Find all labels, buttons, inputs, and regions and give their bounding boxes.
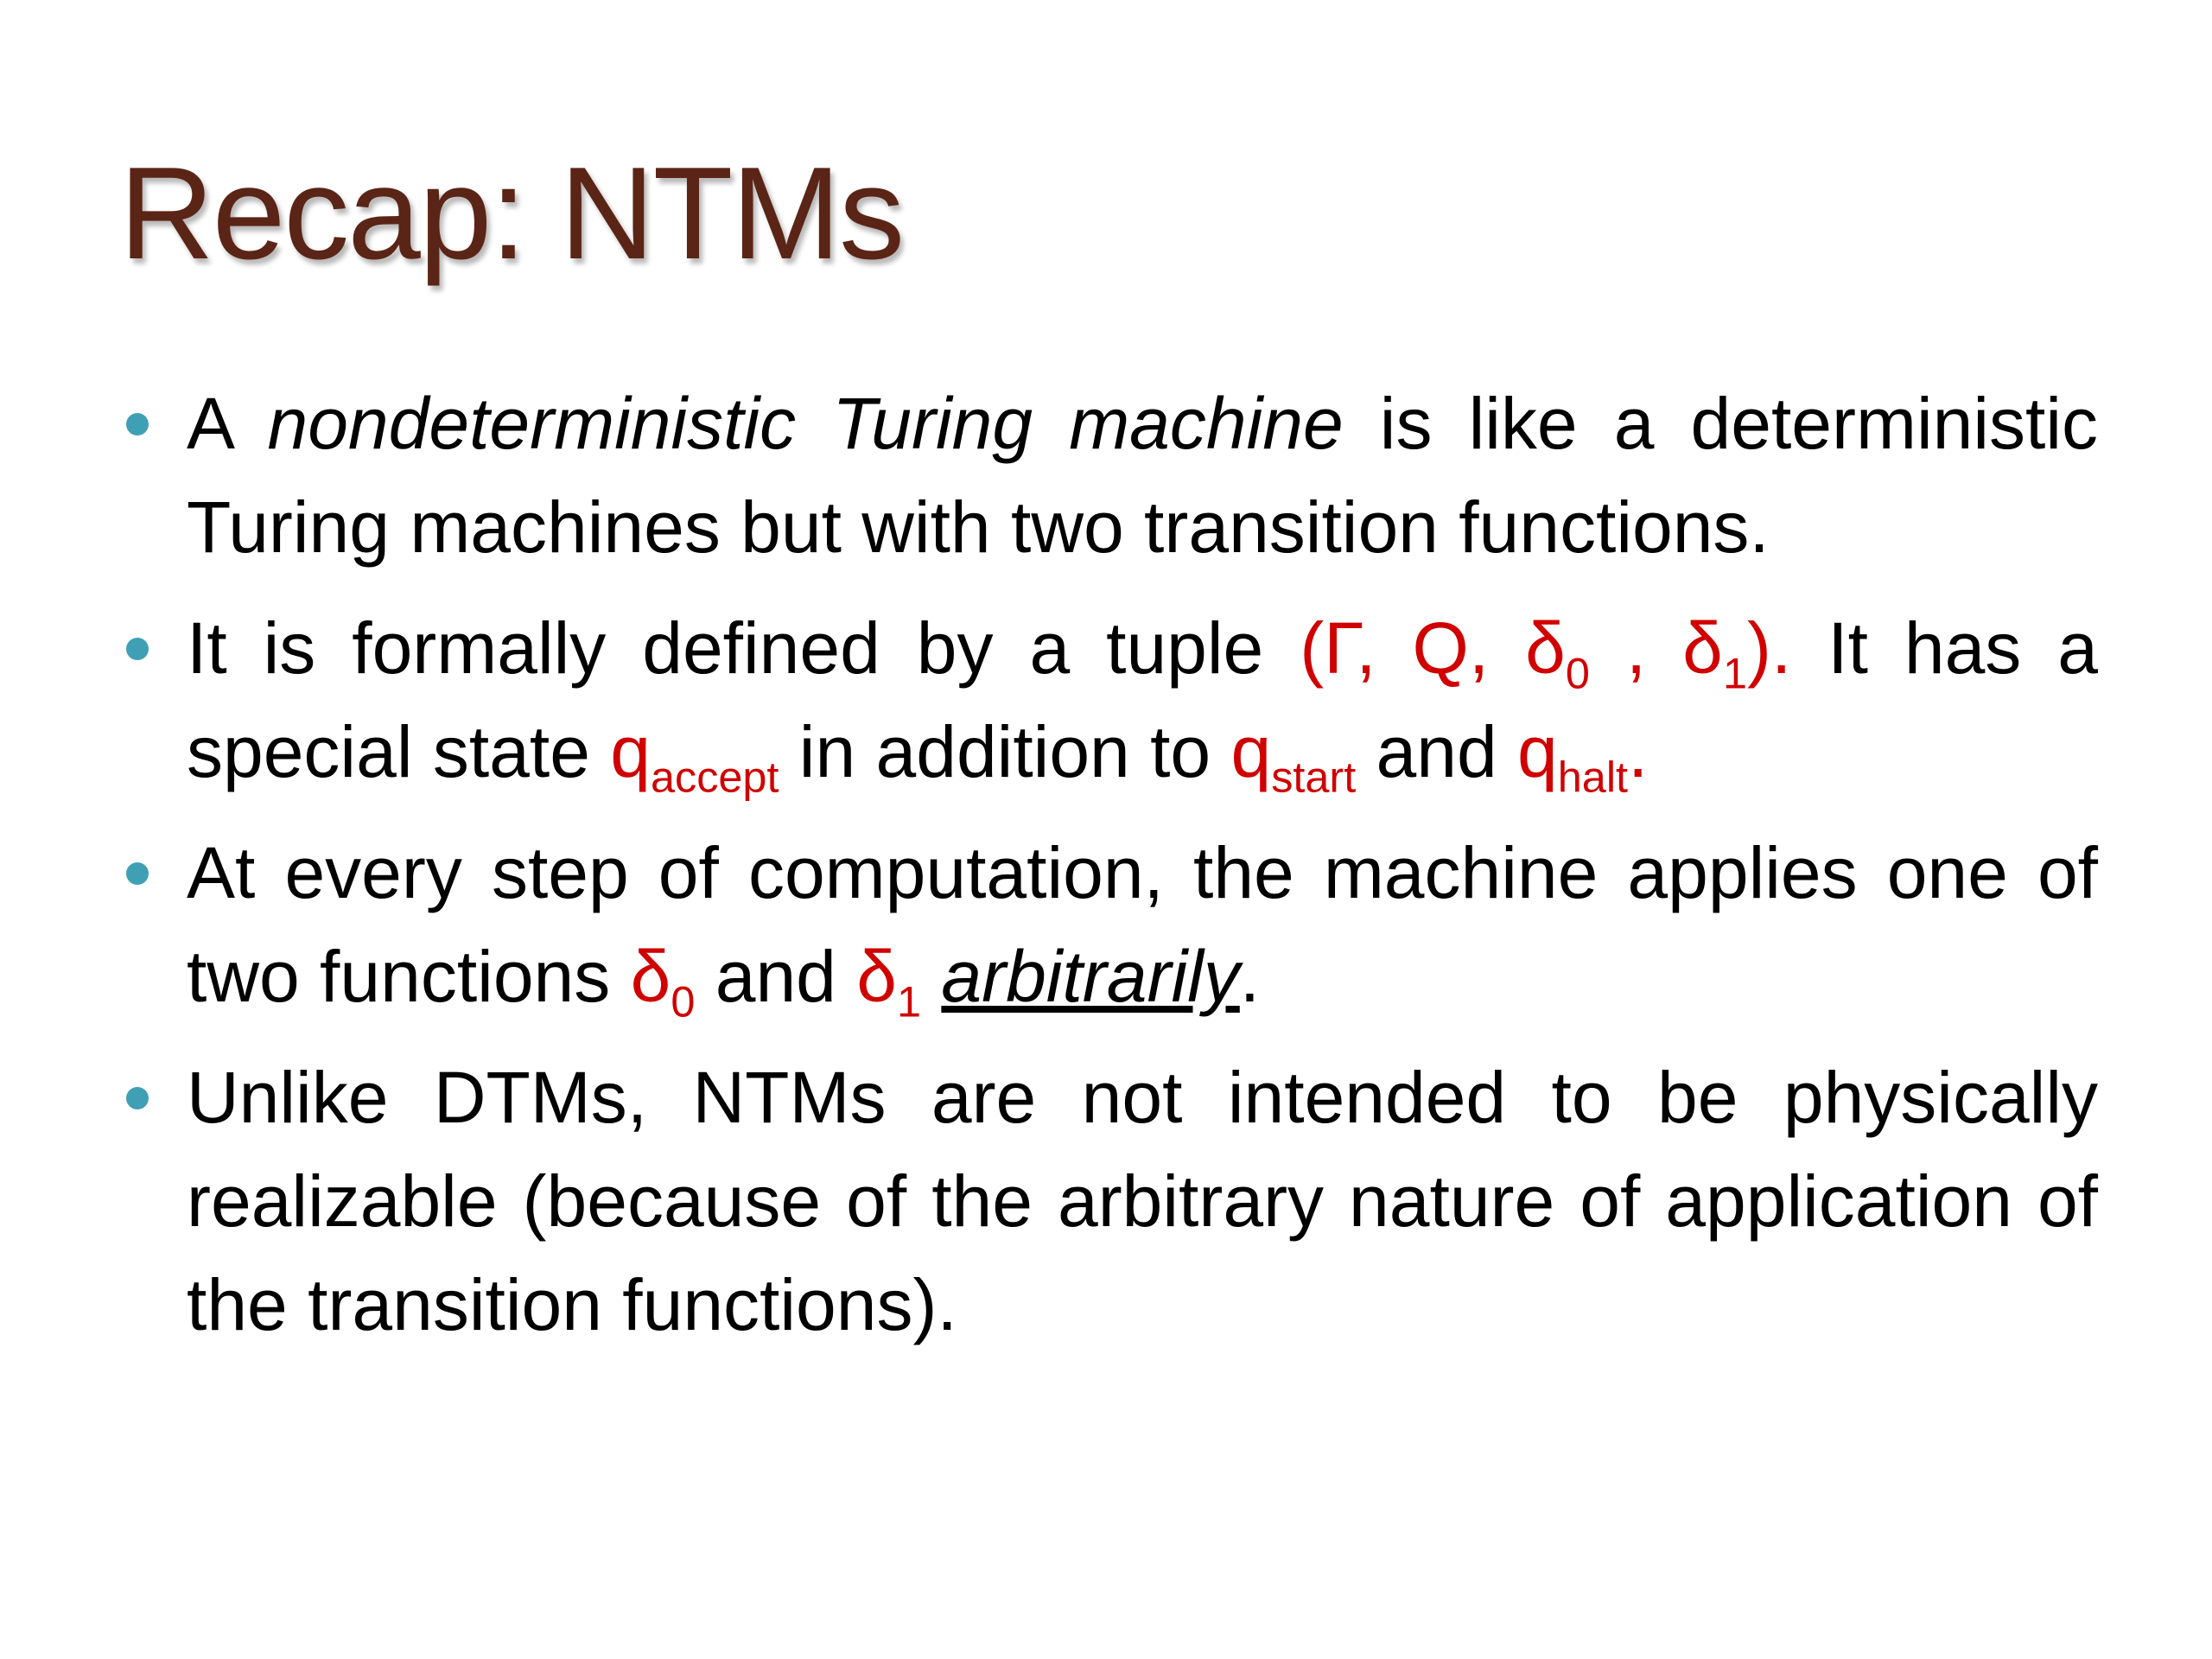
q-halt: $q_{halt}$. <box>1517 711 1649 802</box>
bullet-dot-icon <box>126 638 149 660</box>
bullet-item-ntm-definition <box>119 372 2098 579</box>
bullet-item-formal-definition <box>119 596 2098 804</box>
delta-0: $\delta_0$ <box>630 936 696 1027</box>
bullet-item-computation-step: At every step of computation, the machine applies one of two functions $\delta_0$ and $\delta_1$ arbitrarily. <box>119 821 2098 1028</box>
bullet-text: in addition to <box>779 711 1231 792</box>
bullet-dot-icon <box>126 1087 149 1109</box>
bullet-text: and <box>695 936 857 1017</box>
bullet-text: It has a special state <box>187 607 2098 792</box>
tuple-notation: (Γ, Q, $\delta_0$ , $\delta_1$). <box>1300 607 1792 698</box>
slide-title: Recap: NTMs <box>119 140 904 287</box>
bullet-text: It is formally defined by a tuple <box>187 607 1300 689</box>
delta-1: $\delta_1$ <box>856 936 922 1027</box>
bullet-text: At every step of computation, the machine applies one of two functions <box>187 832 2098 1017</box>
bullet-list <box>119 372 2098 1374</box>
bullet-text: A <box>187 383 268 464</box>
bullet-text: is like a deterministic Turing machines but with two transition functions. <box>187 383 2099 568</box>
bullet-dot-icon <box>126 862 149 885</box>
q-accept: $q_{accept}$ <box>610 711 779 802</box>
bullet-text: Unlike DTMs, NTMs are not intended to be physically realizable (because of the arbitrary nature of application of the transition functions). <box>187 1057 2098 1345</box>
q-start: $q_{start}$ <box>1230 711 1357 802</box>
bullet-dot-icon <box>126 413 149 435</box>
term-ntm: nondeterministic Turing machine <box>267 383 1344 464</box>
bullet-item-realizability <box>119 1046 2098 1357</box>
term-arbitrarily: arbitrarily <box>941 936 1240 1017</box>
bullet-text: and <box>1356 711 1518 792</box>
